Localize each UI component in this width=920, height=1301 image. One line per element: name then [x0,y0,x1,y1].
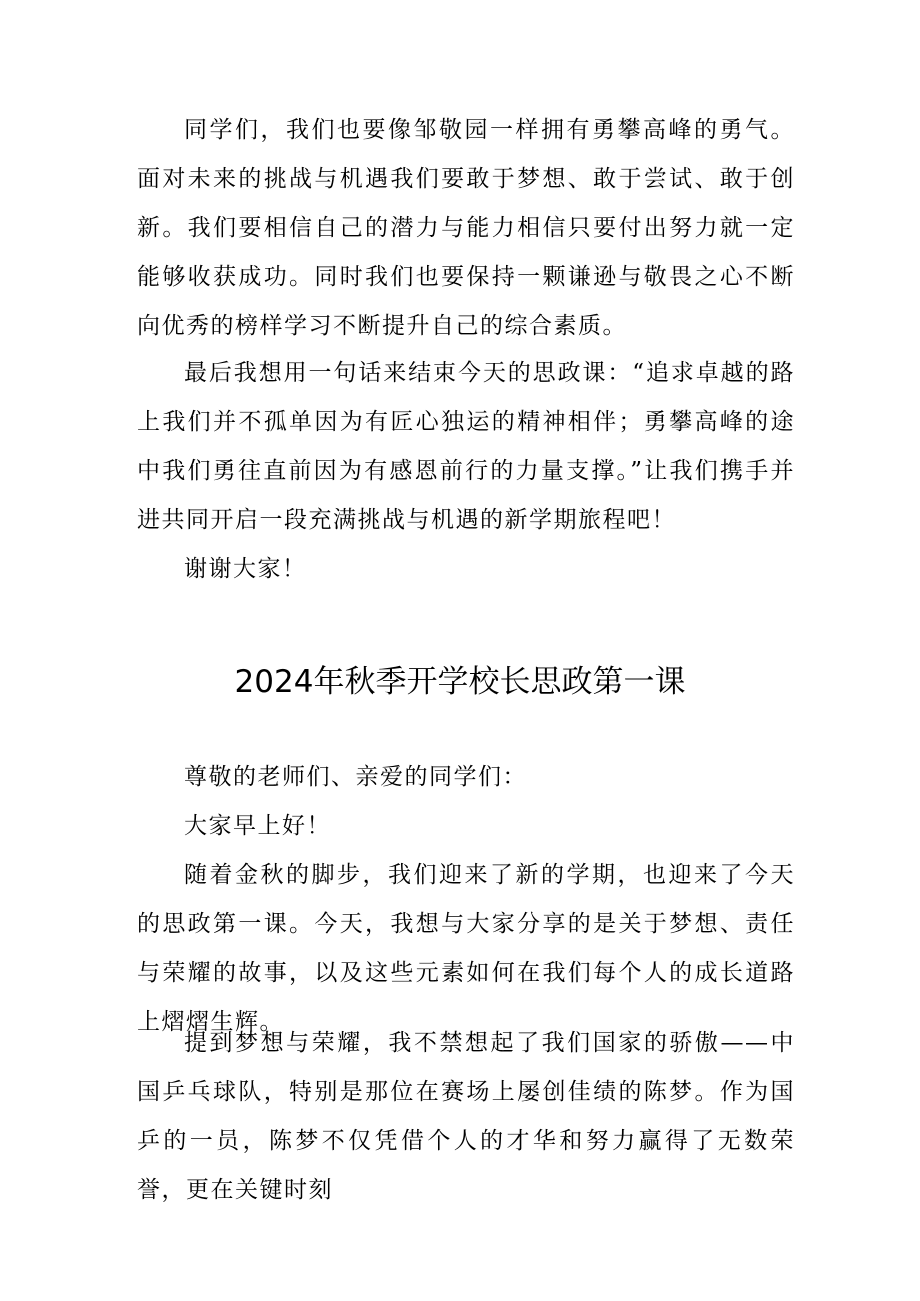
article-title: 2024年秋季开学校长思政第一课 [234,664,686,700]
paragraph-chen-meng: 提到梦想与荣耀，我不禁想起了我们国家的骄傲——中国乒乓球队，特别是那位在赛场上屡创佳绩的陈梦。作为国乒的一员，陈梦不仅凭借个人的才华和努力赢得了无数荣誉，更在关键时刻 [137,1030,795,1203]
paragraph-courage: 同学们，我们也要像邹敬园一样拥有勇攀高峰的勇气。面对未来的挑战与机遇我们要敢于梦想、敢于尝试、敢于创新。我们要相信自己的潜力与能力相信只要付出努力就一定能够收获成功。同时我们也要保持一颗谦逊与敬畏之心不断向优秀的榜样学习不断提升自己的综合素质。 [137,117,795,339]
salutation: 尊敬的老师们、亲爱的同学们： [184,764,527,790]
greeting: 大家早上好！ [184,813,331,839]
paragraph-intro: 随着金秋的脚步，我们迎来了新的学期，也迎来了今天的思政第一课。今天，我想与大家分享的是关于梦想、责任与荣耀的故事，以及这些元素如何在我们每个人的成长道路上熠熠生辉。 [137,862,795,1035]
paragraph-closing-quote: 最后我想用一句话来结束今天的思政课：“追求卓越的路上我们并不孤单因为有匠心独运的精神相伴；勇攀高峰的途中我们勇往直前因为有感恩前行的力量支撑。”让我们携手并进共同开启一段充满挑战与机遇的新学期旅程吧！ [137,360,795,533]
paragraph-thanks: 谢谢大家！ [184,556,307,582]
